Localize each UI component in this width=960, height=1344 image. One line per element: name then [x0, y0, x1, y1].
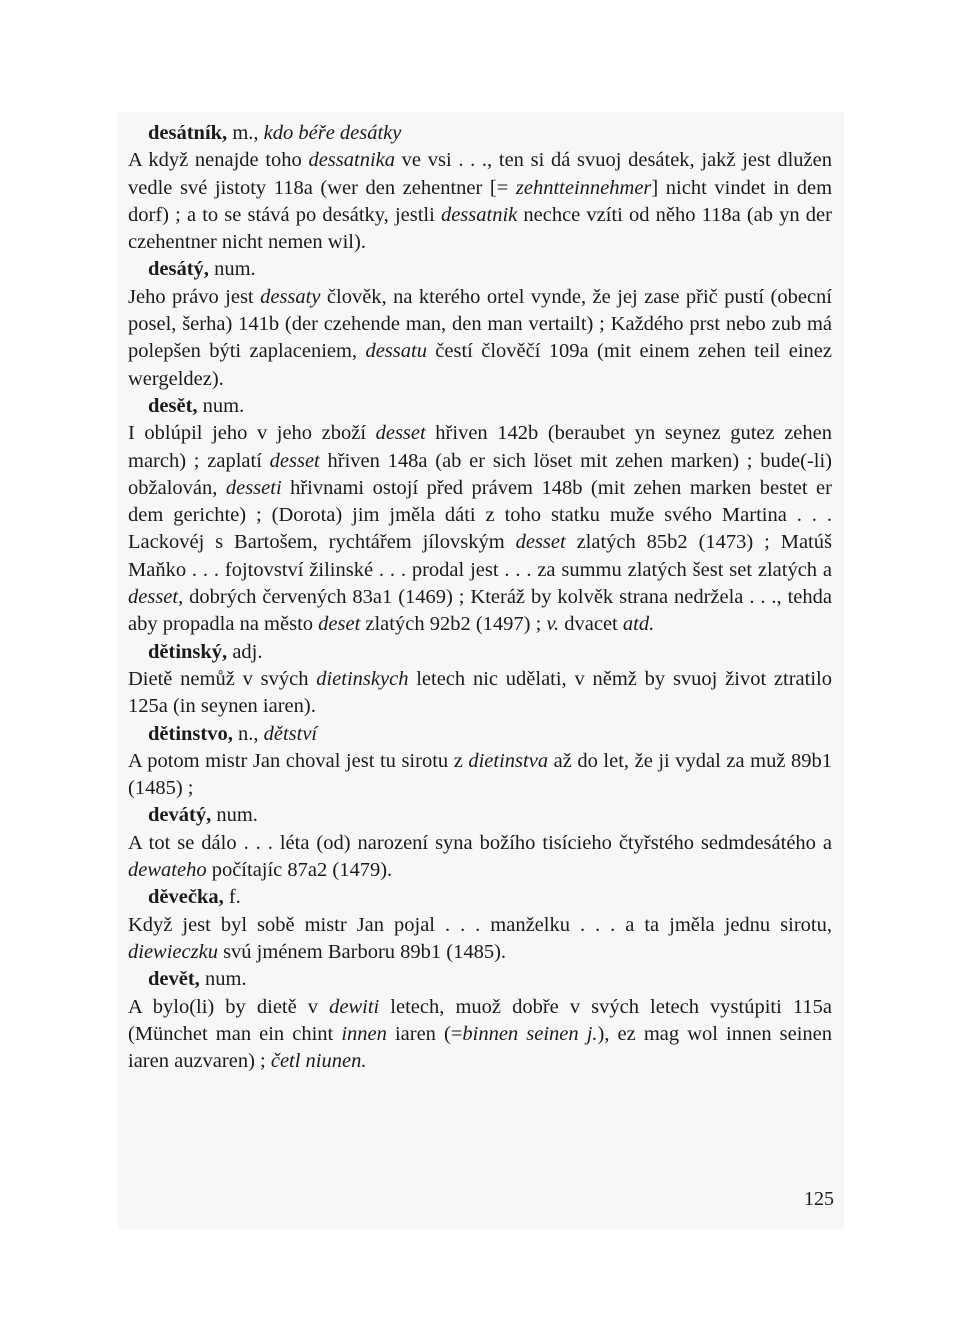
headword: desátník,	[148, 122, 228, 144]
entry-headword-line	[148, 966, 832, 993]
headword: devět,	[148, 968, 200, 991]
page-number: 125	[804, 1188, 834, 1210]
italic-form: dietinskych	[316, 667, 409, 690]
citation-text: hřivnami ostojí před právem 148b (mit zehen marken bestet er dem gerichte) ; (Dorota) jim jměla dáti z toho statku muže svého Martina . . . Lackovéj s Bartošem, rychtářem jílovským	[128, 476, 832, 554]
citation-text: nechce vzíti od něho 118a (ab yn der czehentner nicht nemen wil).	[128, 203, 832, 254]
citation-text: A potom mistr Jan choval jest tu sirotu z	[128, 749, 469, 772]
grammar-label: n.,	[232, 722, 264, 745]
entry-citation	[128, 147, 832, 256]
italic-form: innen	[341, 1022, 387, 1045]
grammar-label: adj.	[227, 640, 263, 663]
italic-form: dewateho	[128, 859, 207, 882]
grammar-label: m.,	[227, 122, 264, 144]
citation-text: A tot se dálo . . . léta (od) narození syna božího tisícieho čtyřstého sedmdesátého a	[128, 831, 832, 854]
headword: devátý,	[148, 804, 212, 827]
headword: dětinský,	[148, 640, 228, 663]
italic-form: atd.	[622, 613, 655, 636]
entry-headword-line	[148, 802, 832, 829]
italic-form: četl niunen.	[270, 1050, 367, 1073]
citation-text: hřiven 142b (beraubet yn seynez gutez zehen march) ; zaplatí	[128, 422, 832, 472]
italic-form: dietinstva	[468, 749, 549, 772]
italic-form: binnen seinen j.	[462, 1022, 598, 1045]
italic-form: desseti	[225, 476, 282, 499]
italic-form: zehntteinnehmer	[515, 176, 652, 199]
italic-form: dessatu	[365, 340, 427, 363]
citation-text: A když nenajde toho	[128, 149, 309, 172]
dictionary-text	[128, 120, 832, 1075]
entry-citation	[128, 748, 832, 803]
italic-form: desset	[375, 422, 426, 445]
italic-form: desset,	[128, 586, 184, 609]
citation-text: Dietě nemůž v svých	[128, 667, 317, 690]
entry-headword-line	[148, 884, 832, 911]
citation-text: dvacet	[559, 613, 623, 636]
entry-citation	[128, 830, 832, 885]
entry-headword-line	[148, 721, 832, 748]
headword: desět,	[148, 394, 198, 417]
italic-form: dessatnik	[440, 203, 518, 226]
citation-text: svú jménem Barboru 89b1 (1485).	[217, 940, 507, 963]
citation-text: letech nic udělati, v němž by svuoj život ztratilo 125a (in seynen iaren).	[128, 667, 832, 718]
citation-text: ] nicht vindet in dem dorf) ; a to se stává po desátky, jestli	[128, 176, 833, 226]
italic-form: deset	[318, 613, 361, 636]
entry-headword-line	[148, 120, 832, 147]
italic-form: dessatnika	[308, 149, 395, 172]
citation-text: I oblúpil jeho v jeho zboží	[128, 422, 376, 445]
citation-text: Když jest byl sobě mistr Jan pojal . . . manželku . . . a ta jměla jednu sirotu,	[128, 913, 832, 936]
citation-text: A bylo(li) by dietě v	[128, 995, 330, 1018]
headword: desátý,	[148, 258, 209, 281]
citation-text: ve vsi . . ., ten si dá svuoj desátek, jakž jest dlužen vedle své jistoty 118a (wer den zehentner [=	[128, 149, 832, 199]
entry-headword-line	[148, 393, 832, 420]
citation-text: ), ez mag wol innen seinen iaren auzvaren) ;	[128, 1022, 833, 1073]
citation-text: Jeho právo jest	[128, 285, 261, 308]
citation-text: zlatých 92b2 (1497) ;	[360, 613, 547, 636]
entry-headword-line	[148, 639, 832, 666]
gloss: kdo béře desátky	[263, 122, 402, 144]
grammar-label: num.	[211, 804, 258, 827]
headword: děvečka,	[148, 886, 224, 909]
italic-form: dewiti	[329, 995, 380, 1018]
citation-text: člověk, na kterého ortel vynde, že jej zase přič pustí (obecní posel, šerha) 141b (der czehende man, den man vertailt) ; Každého prst nebo zub má polepšen býti zaplaceniem,	[128, 285, 832, 363]
citation-text: zlatých 85b2 (1473) ; Matúš Maňko . . . fojtovství žilinské . . . prodal jest . . . za summu zlatých šest set zlatých a	[128, 531, 832, 581]
italic-form: diewieczku	[128, 940, 218, 963]
gloss: dětství	[263, 722, 318, 745]
citation-text: iaren (=	[386, 1022, 463, 1045]
italic-form: dessaty	[260, 285, 321, 308]
citation-text: hřiven 148a (ab er sich löset mit zehen marken) ; bude(-li) obžalován,	[128, 449, 832, 499]
entry-citation	[128, 912, 832, 967]
citation-text: dobrých červených 83a1 (1469) ; Kteráž by kolvěk strana nedržela . . ., tehda aby propadla na město	[128, 586, 832, 636]
citation-text: počítajíc 87a2 (1479).	[206, 859, 393, 882]
citation-text: letech, muož dobře v svých letech vystúpiti 115a (Münchet man ein chint	[128, 995, 832, 1045]
italic-form: v.	[546, 613, 560, 636]
grammar-label: f.	[223, 886, 241, 909]
citation-text: až do let, že ji vydal za muž 89b1 (1485) ;	[128, 749, 832, 800]
italic-form: desset	[515, 531, 566, 554]
entry-citation	[128, 420, 832, 638]
grammar-label: num.	[197, 394, 245, 417]
entry-citation	[128, 284, 832, 393]
grammar-label: num.	[208, 258, 256, 281]
entry-citation	[128, 994, 832, 1076]
grammar-label: num.	[199, 968, 247, 991]
citation-text: čestí člověčí 109a (mit einem zehen teil einez wergeldez).	[128, 340, 832, 390]
entry-citation	[128, 666, 832, 721]
entry-headword-line	[148, 256, 832, 283]
headword: dětinstvo,	[148, 722, 233, 745]
italic-form: desset	[269, 449, 320, 472]
